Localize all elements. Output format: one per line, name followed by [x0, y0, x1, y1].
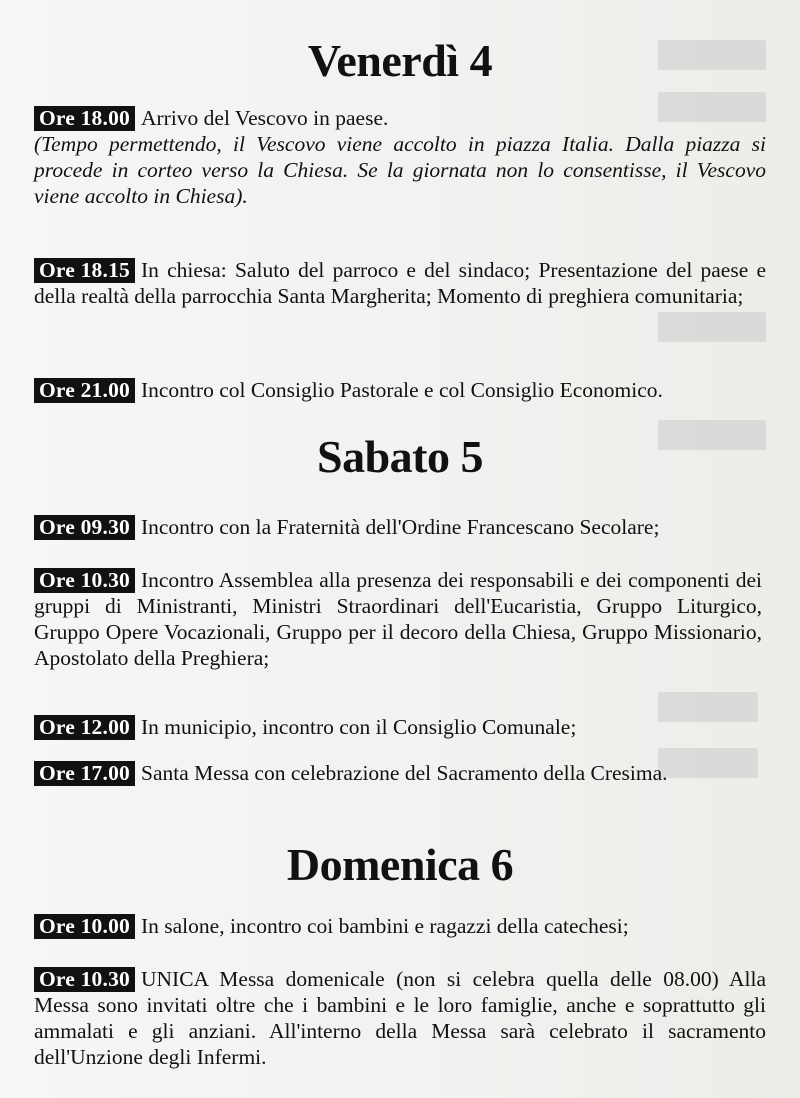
day-title-friday: Venerdì 4 [307, 35, 493, 86]
schedule-entry [34, 714, 766, 740]
entry-note: (Tempo permettendo, il Vescovo viene accolto in piazza Italia. Dalla piazza si procede in corteo verso la Chiesa. Se la giornata non lo consentisse, il Vescovo viene accolto in Chiesa). [34, 132, 766, 208]
time-badge: Ore 21.00 [34, 378, 135, 403]
bleed-through-box [658, 312, 766, 342]
entry-text: Santa Messa con celebrazione del Sacramento della Cresima. [140, 761, 668, 785]
entry-text: In salone, incontro coi bambini e ragazzi della catechesi; [140, 914, 629, 938]
time-badge: Ore 09.30 [34, 515, 135, 540]
entry-text: In chiesa: Saluto del parroco e del sindaco; Presentazione del paese e della realtà della parrocchia Santa Margherita; Momento di preghiera comunitaria; [34, 258, 766, 308]
schedule-entry [34, 966, 766, 1070]
entry-text: Incontro con la Fraternità dell'Ordine Francescano Secolare; [140, 515, 660, 539]
day-title-saturday: Sabato 5 [317, 431, 483, 482]
schedule-entry [34, 567, 762, 671]
time-badge: Ore 12.00 [34, 715, 135, 740]
day-title-sunday: Domenica 6 [286, 839, 514, 890]
time-badge: Ore 10.00 [34, 914, 135, 939]
schedule-entry [34, 377, 766, 403]
schedule-entry [34, 257, 766, 309]
time-badge: Ore 18.15 [34, 258, 135, 283]
entry-text: Arrivo del Vescovo in paese. [140, 106, 389, 130]
time-badge: Ore 17.00 [34, 761, 135, 786]
schedule-entry [34, 105, 766, 209]
schedule-entry [34, 514, 766, 540]
entry-text: UNICA Messa domenicale (non si celebra quella delle 08.00) Alla Messa sono invitati oltre che i bambini e le loro famiglie, anche e soprattutto gli ammalati e gli anziani. All'interno della Messa sarà celebrato il sacramento dell'Unzione degli Infermi. [34, 967, 766, 1069]
time-badge: Ore 18.00 [34, 106, 135, 131]
schedule-entry [34, 760, 766, 786]
entry-text: Incontro Assemblea alla presenza dei responsabili e dei componenti dei gruppi di Ministranti, Ministri Straordinari dell'Eucaristia, Gruppo Liturgico, Gruppo Opere Vocazionali, Gruppo per il decoro della Chiesa, Gruppo Missionario, Apostolato della Preghiera; [34, 568, 762, 670]
entry-text: Incontro col Consiglio Pastorale e col Consiglio Economico. [140, 378, 663, 402]
entry-text: In municipio, incontro con il Consiglio Comunale; [140, 715, 577, 739]
schedule-entry [34, 913, 766, 939]
time-badge: Ore 10.30 [34, 568, 135, 593]
time-badge: Ore 10.30 [34, 967, 135, 992]
